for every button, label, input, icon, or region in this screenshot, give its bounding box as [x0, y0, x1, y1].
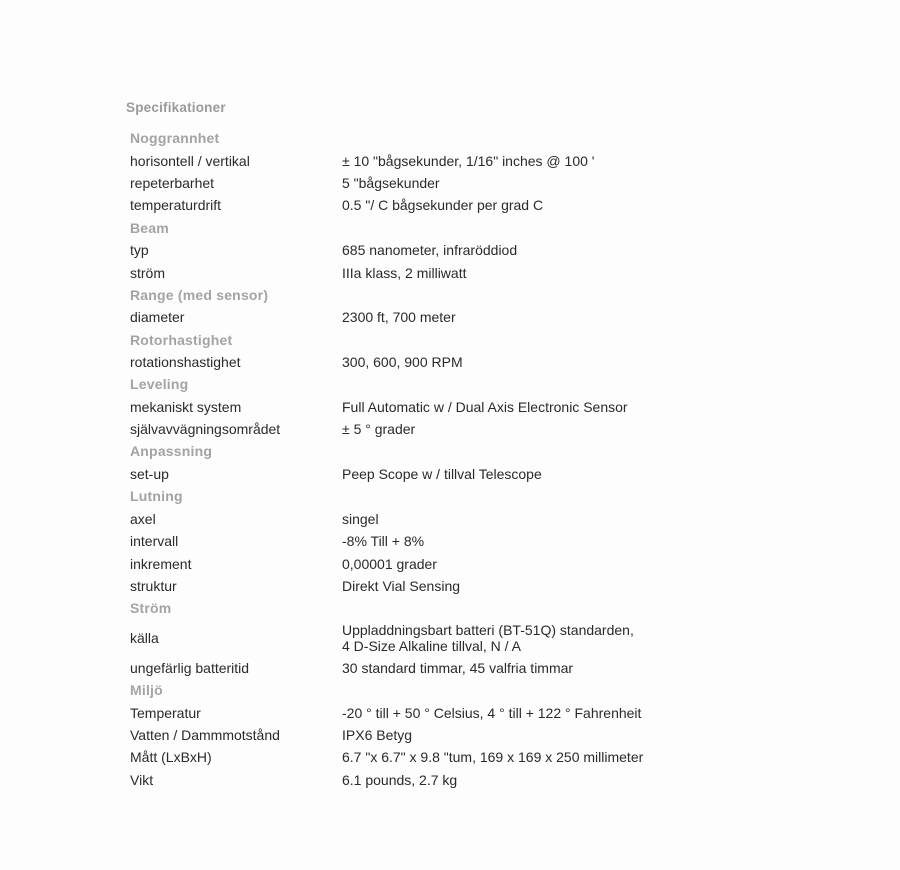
- spec-row: [130, 746, 830, 768]
- spec-row: [130, 194, 830, 216]
- spec-row: [130, 463, 830, 485]
- section-heading: Range (med sensor): [130, 286, 269, 303]
- section-heading: Leveling: [130, 376, 189, 393]
- spec-row: [130, 418, 830, 440]
- spec-value-line: 30 standard timmar, 45 valfria timmar: [342, 659, 574, 676]
- spec-value: [342, 354, 830, 370]
- document-title: Specifikationer: [126, 100, 226, 115]
- spec-row: [130, 724, 830, 746]
- spec-value: [342, 622, 830, 654]
- spec-value: [342, 153, 830, 169]
- spec-value: [342, 175, 830, 191]
- spec-value: [342, 772, 830, 788]
- spec-value-line: 685 nanometer, infraröddiod: [342, 242, 518, 259]
- spec-label: axel: [130, 510, 156, 527]
- spec-label: självavvägningsområdet: [130, 421, 281, 438]
- spec-value: [342, 511, 830, 527]
- spec-label: Temperatur: [130, 704, 201, 721]
- spec-value-line: singel: [342, 510, 379, 527]
- spec-value-line: 0,00001 grader: [342, 555, 437, 572]
- section-heading: Miljö: [130, 681, 163, 698]
- spec-value-line: Direkt Vial Sensing: [342, 578, 461, 594]
- spec-row: [130, 620, 830, 657]
- spec-row: [130, 552, 830, 574]
- spec-label: Mått (LxBxH): [130, 749, 212, 766]
- spec-label: temperaturdrift: [130, 197, 222, 214]
- spec-value-line: ± 5 ° grader: [342, 421, 416, 438]
- spec-label: repeterbarhet: [130, 174, 215, 191]
- spec-value: [342, 309, 830, 325]
- spec-row: [130, 657, 830, 679]
- spec-value: [342, 265, 830, 281]
- spec-value-line: 2300 ft, 700 meter: [342, 309, 456, 326]
- spec-label: Vatten / Dammmotstånd: [130, 726, 280, 743]
- spec-row: [130, 306, 830, 328]
- spec-value: [342, 556, 830, 572]
- spec-value-line: Full Automatic w / Dual Axis Electronic Sensor: [342, 398, 628, 415]
- spec-label: typ: [130, 242, 149, 259]
- section-heading: Anpassning: [130, 443, 213, 460]
- spec-row: [130, 575, 830, 597]
- spec-value-line: 5 "bågsekunder: [342, 174, 440, 191]
- section-heading: Noggrannhet: [130, 130, 220, 146]
- spec-value: [342, 421, 830, 437]
- spec-value-line: 0.5 "/ C bågsekunder per grad C: [342, 197, 544, 214]
- spec-label: inkrement: [130, 555, 192, 572]
- spec-row: [130, 396, 830, 418]
- spec-row: [130, 351, 830, 373]
- spec-value: [342, 705, 830, 721]
- spec-row: [130, 239, 830, 261]
- spec-value: [342, 399, 830, 415]
- spec-value-line: 6.7 "x 6.7" x 9.8 "tum, 169 x 169 x 250 millimeter: [342, 749, 644, 766]
- spec-value-line: 4 D-Size Alkaline tillval, N / A: [342, 638, 521, 655]
- spec-label: källa: [130, 630, 159, 647]
- spec-value-line: IIIa klass, 2 milliwatt: [342, 264, 467, 281]
- spec-label: horisontell / vertikal: [130, 152, 250, 169]
- spec-value-line: Peep Scope w / tillval Telescope: [342, 466, 542, 483]
- spec-row: [130, 508, 830, 530]
- spec-row: [130, 172, 830, 194]
- spec-label: struktur: [130, 578, 177, 594]
- spec-value-line: -8% Till + 8%: [342, 533, 425, 550]
- spec-label: ström: [130, 264, 165, 281]
- section-heading: Rotorhastighet: [130, 331, 233, 348]
- spec-value: [342, 660, 830, 676]
- section-heading: Beam: [130, 219, 169, 236]
- spec-value: [342, 749, 830, 765]
- spec-label: mekaniskt system: [130, 398, 242, 415]
- spec-value: [342, 578, 830, 594]
- spec-value: [342, 242, 830, 258]
- spec-value-line: ± 10 "bågsekunder, 1/16" inches @ 100 ': [342, 152, 595, 169]
- spec-label: set-up: [130, 466, 169, 483]
- spec-value-line: IPX6 Betyg: [342, 726, 413, 743]
- spec-row: [130, 701, 830, 723]
- spec-value: [342, 197, 830, 213]
- section-heading: Lutning: [130, 488, 183, 505]
- spec-value-line: 300, 600, 900 RPM: [342, 354, 463, 371]
- spec-row: [130, 261, 830, 283]
- spec-label: ungefärlig batteritid: [130, 659, 250, 676]
- spec-label: Vikt: [130, 771, 154, 788]
- section-heading: Ström: [130, 600, 172, 617]
- spec-value: [342, 727, 830, 743]
- spec-value: [342, 466, 830, 482]
- spec-table: [130, 127, 830, 791]
- spec-row: [130, 769, 830, 791]
- spec-label: intervall: [130, 533, 179, 550]
- spec-value: [342, 533, 830, 549]
- spec-row: [130, 149, 830, 171]
- spec-label: rotationshastighet: [130, 354, 241, 371]
- spec-label: diameter: [130, 309, 185, 326]
- spec-value-line: 6.1 pounds, 2.7 kg: [342, 771, 458, 788]
- spec-value-line: Uppladdningsbart batteri (BT-51Q) standarden,: [342, 622, 634, 639]
- spec-row: [130, 530, 830, 552]
- spec-value-line: -20 ° till + 50 ° Celsius, 4 ° till + 122 ° Fahrenheit: [342, 704, 642, 721]
